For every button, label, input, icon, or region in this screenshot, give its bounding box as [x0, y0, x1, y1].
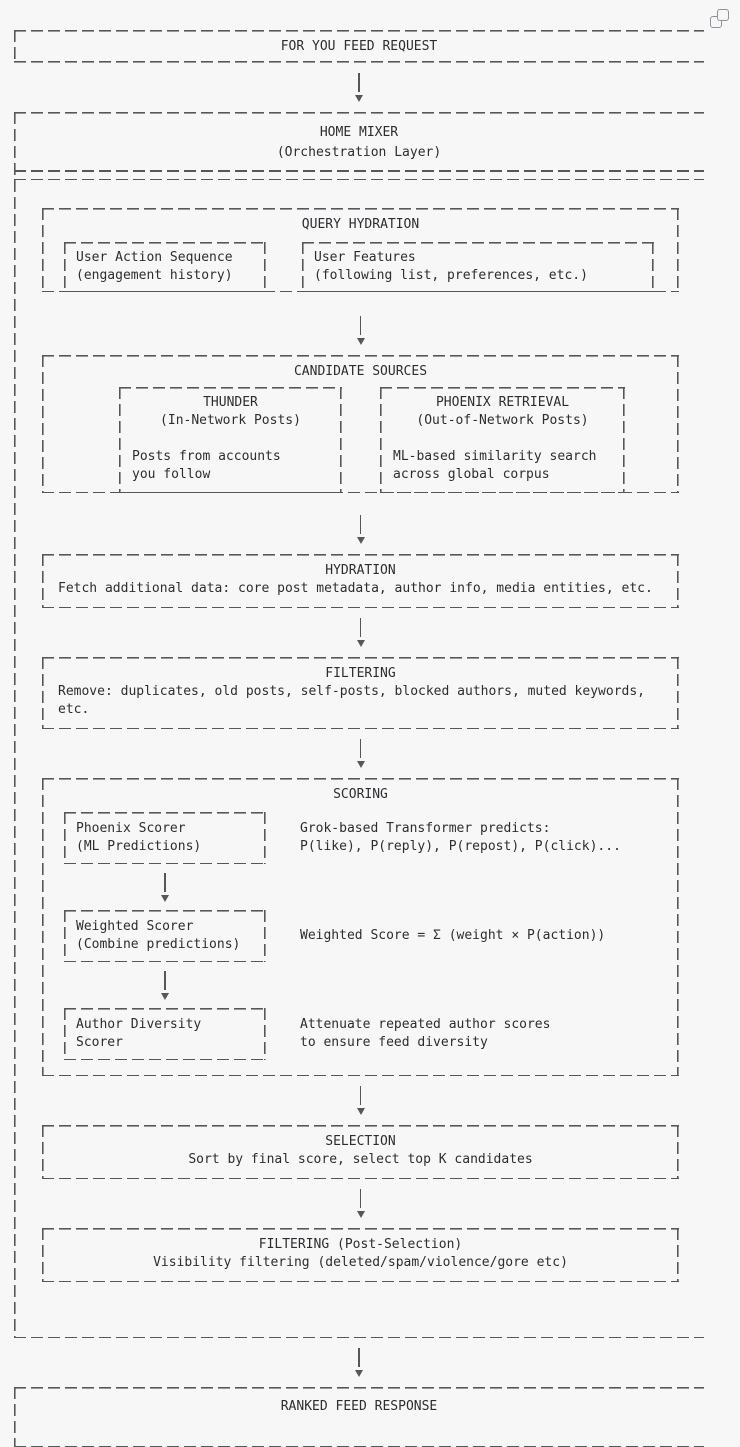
note-line: Weighted Score = Σ (weight × P(action)): [300, 928, 606, 944]
node-line: Posts from accounts: [132, 449, 281, 465]
scoring-step-row: [64, 812, 665, 864]
section-title: QUERY HYDRATION: [301, 217, 420, 233]
down-arrow-icon: [42, 608, 679, 657]
down-arrow-icon: [42, 306, 679, 355]
node-title: THUNDER: [203, 395, 258, 411]
note-line: Grok-based Transformer predicts:: [300, 821, 551, 837]
node-post-selection-filtering: [42, 1228, 679, 1282]
section-title: FILTERING (Post-Selection): [258, 1237, 463, 1253]
section-title: CANDIDATE SOURCES: [293, 364, 428, 380]
node-line: across global corpus: [393, 467, 550, 483]
node-title: PHOENIX RETRIEVAL: [435, 395, 570, 411]
section-title: SELECTION: [325, 1134, 396, 1150]
node-subtitle: (In-Network Posts): [160, 413, 301, 429]
node-body: Sort by final score, select top K candidates: [188, 1152, 533, 1168]
home-mixer-content: [14, 180, 704, 1282]
node-thunder: [119, 387, 342, 493]
node-line: you follow: [132, 467, 211, 483]
node-candidate-sources: [42, 355, 679, 493]
down-arrow-icon: [42, 1076, 679, 1125]
down-arrow-icon: [14, 1338, 704, 1387]
node-line: (Combine predictions): [76, 937, 241, 953]
node-user-action-sequence: [64, 242, 266, 292]
node-body: Visibility filtering (deleted/spam/violence/gore etc): [153, 1255, 568, 1271]
node-scoring: [42, 778, 679, 1076]
node-line: User Action Sequence: [76, 250, 233, 266]
node-title: FOR YOU FEED REQUEST: [280, 38, 438, 54]
candidate-sources-row: [119, 387, 679, 493]
copy-icon[interactable]: [710, 9, 729, 28]
scoring-step-note: [300, 1016, 550, 1052]
node-home-mixer-container: [14, 112, 704, 1338]
node-title: HOME MIXER: [319, 125, 399, 140]
node-weighted-scorer: [64, 910, 266, 962]
node-line: (ML Predictions): [76, 839, 202, 855]
node-line: Scorer: [76, 1035, 123, 1051]
note-line: to ensure feed diversity: [300, 1035, 488, 1051]
down-arrow-icon: [42, 729, 679, 778]
node-line: (engagement history): [76, 268, 233, 284]
node-line: ML-based similarity search: [393, 449, 597, 465]
node-author-diversity-scorer: [64, 1008, 266, 1060]
node-line: Phoenix Scorer: [76, 821, 186, 837]
scoring-step-note: [300, 927, 605, 945]
section-title: FILTERING: [325, 666, 396, 682]
node-line: User Features: [314, 250, 416, 266]
node-subtitle: (Orchestration Layer): [276, 145, 442, 160]
home-mixer-header: [14, 112, 704, 170]
node-body: Remove: duplicates, old posts, self-posts, blocked authors, muted keywords, etc.: [58, 684, 645, 718]
node-ranked-feed-response: [14, 1387, 704, 1447]
node-line: Weighted Scorer: [76, 919, 194, 935]
note-line: P(like), P(reply), P(repost), P(click)...: [300, 839, 621, 855]
scoring-step-row: [64, 910, 665, 962]
down-arrow-icon: [64, 962, 266, 1008]
down-arrow-icon: [42, 505, 679, 554]
node-filtering: [42, 657, 679, 729]
node-title: RANKED FEED RESPONSE: [280, 1399, 438, 1415]
down-arrow-icon: [42, 1179, 679, 1228]
node-for-you-feed-request: [14, 30, 704, 63]
down-arrow-icon: [14, 63, 704, 112]
node-selection: [42, 1125, 679, 1179]
node-hydration: [42, 554, 679, 608]
query-hydration-row: [64, 242, 679, 292]
note-line: Attenuate repeated author scores: [300, 1017, 551, 1033]
node-line: (following list, preferences, etc.): [314, 268, 588, 284]
node-phoenix-retrieval: [380, 387, 625, 493]
down-arrow-icon: [64, 864, 266, 910]
scoring-step-note: [300, 820, 621, 856]
node-query-hydration: [42, 208, 679, 292]
node-line: Author Diversity: [76, 1017, 202, 1033]
section-title: HYDRATION: [325, 563, 396, 579]
node-subtitle: (Out-of-Network Posts): [416, 413, 589, 429]
node-phoenix-scorer: [64, 812, 266, 864]
copy-icon-front-square: [717, 9, 729, 21]
node-body: Fetch additional data: core post metadata, author info, media entities, etc.: [58, 581, 653, 597]
section-title: SCORING: [333, 787, 388, 803]
node-user-features: [302, 242, 654, 292]
scoring-step-row: [64, 1008, 665, 1060]
